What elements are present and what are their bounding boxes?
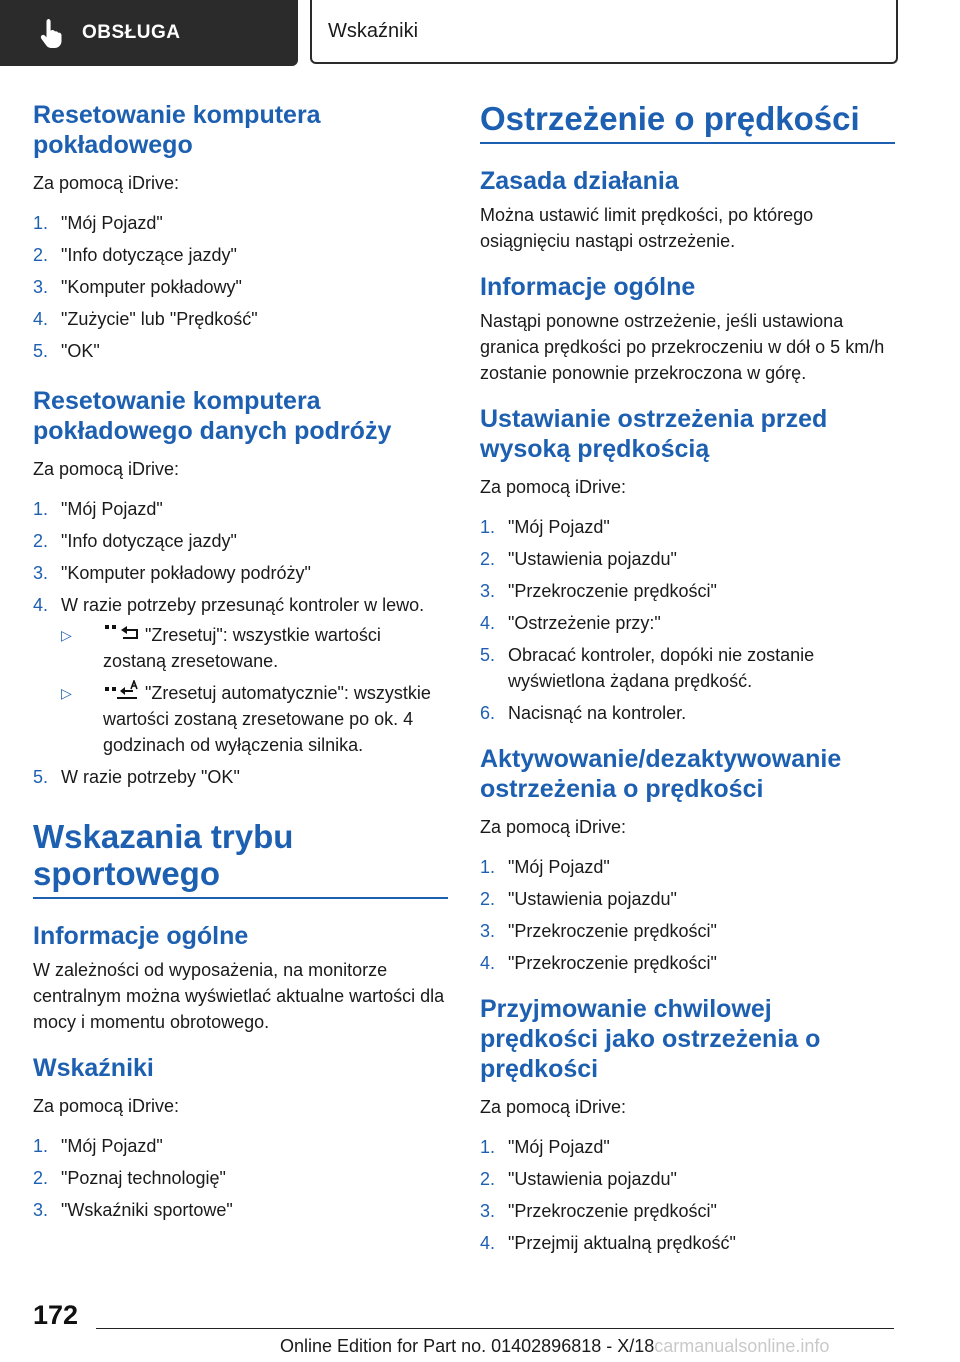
body-text: W zależności od wyposażenia, na monitorze centralnym można wyświetlać aktualne wartości dla mocy i momentu obrotowego. <box>33 960 445 1032</box>
list-item: 5. "OK" <box>33 341 100 361</box>
list-item: 3. "Wskaźniki sportowe" <box>33 1200 233 1220</box>
step-list <box>480 1134 895 1256</box>
watermark: carmanualsonline.info <box>654 1336 830 1356</box>
list-item: 2. "Poznaj technologię" <box>33 1168 226 1188</box>
list-item: 2. "Ustawienia pojazdu" <box>480 889 677 909</box>
section-heading: Resetowanie komputera pokładowego danych podróży <box>33 387 392 445</box>
section-heading: Wskaźniki <box>33 1054 154 1082</box>
body-text: Można ustawić limit prędkości, po którego osiągnięciu nastąpi ostrzeżenie. <box>480 205 814 251</box>
step-list <box>33 210 448 364</box>
reset-icon <box>103 622 141 644</box>
list-item: 5. W razie potrzeby "OK" <box>33 767 240 787</box>
left-column <box>33 100 448 1229</box>
page-footer <box>0 1290 960 1362</box>
section-heading: Ustawianie ostrzeżenia przed wysoką prędkością <box>480 405 828 463</box>
list-item: 4. "Ostrzeżenie przy:" <box>480 613 661 633</box>
list-item: 3. "Przekroczenie prędkości" <box>480 581 717 601</box>
list-item: 1. "Mój Pojazd" <box>33 1136 163 1156</box>
edition-text: Online Edition for Part no. 01402896818 - X/18carmanualsonline.info <box>280 1336 830 1356</box>
step-list <box>480 514 895 726</box>
step-list <box>480 854 895 976</box>
list-item: 4. W razie potrzeby przesunąć kontroler w lewo. ▷ "Zresetuj": wszystkie wartości zostaną zresetowane. ▷ "Zresetuj automatycznie": wszystkie wartości zostaną zresetowane po ok. 4 godzinach od wyłączenia silnika. <box>33 592 448 758</box>
list-item: 3. "Komputer pokładowy podróży" <box>33 563 311 583</box>
section-heading: Informacje ogólne <box>33 922 249 950</box>
list-item: 1. "Mój Pojazd" <box>33 213 163 233</box>
section-heading: Przyjmowanie chwilowej prędkości jako ostrzeżenia o prędkości <box>480 995 821 1083</box>
intro-text: Za pomocą iDrive: <box>480 1097 627 1117</box>
list-item: 5. Obracać kontroler, dopóki nie zostanie wyświetlona żądana prędkość. <box>480 645 815 691</box>
list-item: 2. "Ustawienia pojazdu" <box>480 549 677 569</box>
body-text: Nastąpi ponowne ostrzeżenie, jeśli ustawiona granica prędkości po przekroczeniu w dół o 5 km/h zostanie ponownie przekroczona w górę. <box>480 311 885 383</box>
auto-reset-icon <box>103 680 141 702</box>
section-tab-label: OBSŁUGA <box>82 22 181 43</box>
footer-divider <box>96 1328 894 1329</box>
section-heading: Resetowanie komputera pokładowego <box>33 101 321 159</box>
section-tab <box>0 0 298 66</box>
sub-list-item: ▷ "Zresetuj automatycznie": wszystkie wartości zostaną zresetowane po ok. 4 godzinach od wyłączenia silnika. <box>61 680 448 758</box>
page-header <box>0 0 960 66</box>
triangle-bullet-icon: ▷ <box>61 627 72 643</box>
list-item: 2. "Info dotyczące jazdy" <box>33 245 237 265</box>
triangle-bullet-icon: ▷ <box>61 685 72 701</box>
chapter-tab <box>310 0 898 64</box>
intro-text: Za pomocą iDrive: <box>33 1096 180 1116</box>
list-item: 1. "Mój Pojazd" <box>480 517 610 537</box>
intro-text: Za pomocą iDrive: <box>33 173 180 193</box>
list-item: 3. "Przekroczenie prędkości" <box>480 1201 717 1221</box>
step-list <box>33 496 448 790</box>
list-item: 3. "Komputer pokładowy" <box>33 277 242 297</box>
section-heading: Zasada działania <box>480 167 679 195</box>
list-item: 4. "Przejmij aktualną prędkość" <box>480 1233 736 1253</box>
sub-list <box>61 622 448 758</box>
step-list <box>33 1133 448 1223</box>
chapter-heading: Ostrzeżenie o prędkości <box>480 100 895 144</box>
list-item: 2. "Ustawienia pojazdu" <box>480 1169 677 1189</box>
right-column <box>480 100 895 1262</box>
section-heading: Informacje ogólne <box>480 273 696 301</box>
list-item: 3. "Przekroczenie prędkości" <box>480 921 717 941</box>
intro-text: Za pomocą iDrive: <box>33 459 180 479</box>
list-item: 4. "Przekroczenie prędkości" <box>480 953 717 973</box>
page-number: 172 <box>33 1300 79 1330</box>
intro-text: Za pomocą iDrive: <box>480 817 627 837</box>
chapter-tab-label: Wskaźniki <box>328 19 419 42</box>
list-item: 6. Nacisnąć na kontroler. <box>480 703 687 723</box>
intro-text: Za pomocą iDrive: <box>480 477 627 497</box>
list-item: 4. "Zużycie" lub "Prędkość" <box>33 309 258 329</box>
section-heading: Aktywowanie/dezaktywowanie ostrzeżenia o prędkości <box>480 745 842 803</box>
chapter-heading: Wskazania trybu sportowego <box>33 818 448 899</box>
pointing-hand-icon <box>36 16 70 50</box>
list-item: 1. "Mój Pojazd" <box>33 499 163 519</box>
list-item: 1. "Mój Pojazd" <box>480 857 610 877</box>
sub-list-item: ▷ "Zresetuj": wszystkie wartości zostaną zresetowane. <box>61 622 448 674</box>
list-item: 2. "Info dotyczące jazdy" <box>33 531 237 551</box>
list-item: 1. "Mój Pojazd" <box>480 1137 610 1157</box>
